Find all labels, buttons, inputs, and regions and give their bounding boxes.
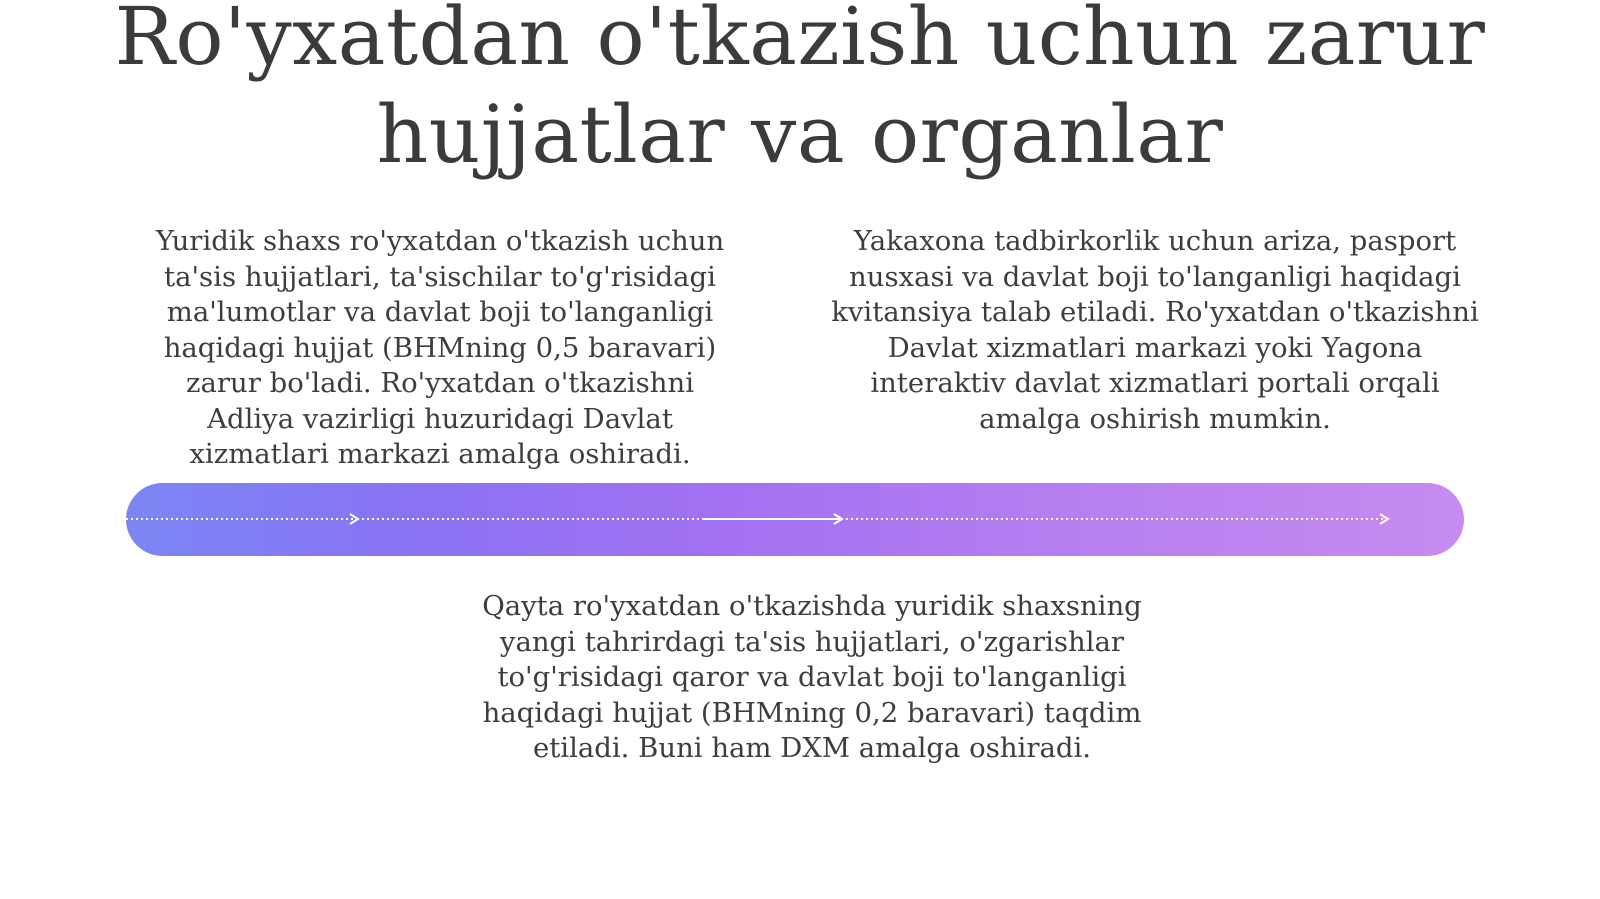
- text-block-legal-entity: Yuridik shaxs ro'yxatdan o'tkazish uchun ta'sis hujjatlari, ta'sischilar to'g'risidagi ma'lumotlar va davlat boji to'langanligi haqidagi hujjat (BHMning 0,5 baravari) zarur bo'ladi. Ro'yxatdan o'tkazishni Adliya vazirligi huzuridagi Davlat xizmatlari markazi amalga oshiradi.: [155, 225, 725, 470]
- text-block-sole-proprietor: Yakaxona tadbirkorlik uchun ariza, pasport nusxasi va davlat boji to'langanligi haqidagi kvitansiya talab etiladi. Ro'yxatdan o'tkazishni Davlat xizmatlari markazi yoki Yagona interaktiv davlat xizmatlari portali orqali amalga oshirish mumkin.: [831, 225, 1479, 435]
- page-title: [0, 0, 1600, 184]
- title-line-1: Ro'yxatdan o'tkazish uchun zarur: [114, 0, 1486, 83]
- text-block-re-registration: Qayta ro'yxatdan o'tkazishda yuridik shaxsning yangi tahrirdagi ta'sis hujjatlari, o'zgarishlar to'g'risidagi qaror va davlat boji to'langanligi haqidagi hujjat (BHMning 0,2 baravari) taqdim etiladi. Buni ham DXM amalga oshiradi.: [482, 590, 1142, 764]
- timeline-bar: [126, 483, 1464, 556]
- timeline-arrows: [126, 483, 1464, 556]
- title-line-2: hujjatlar va organlar: [376, 88, 1224, 181]
